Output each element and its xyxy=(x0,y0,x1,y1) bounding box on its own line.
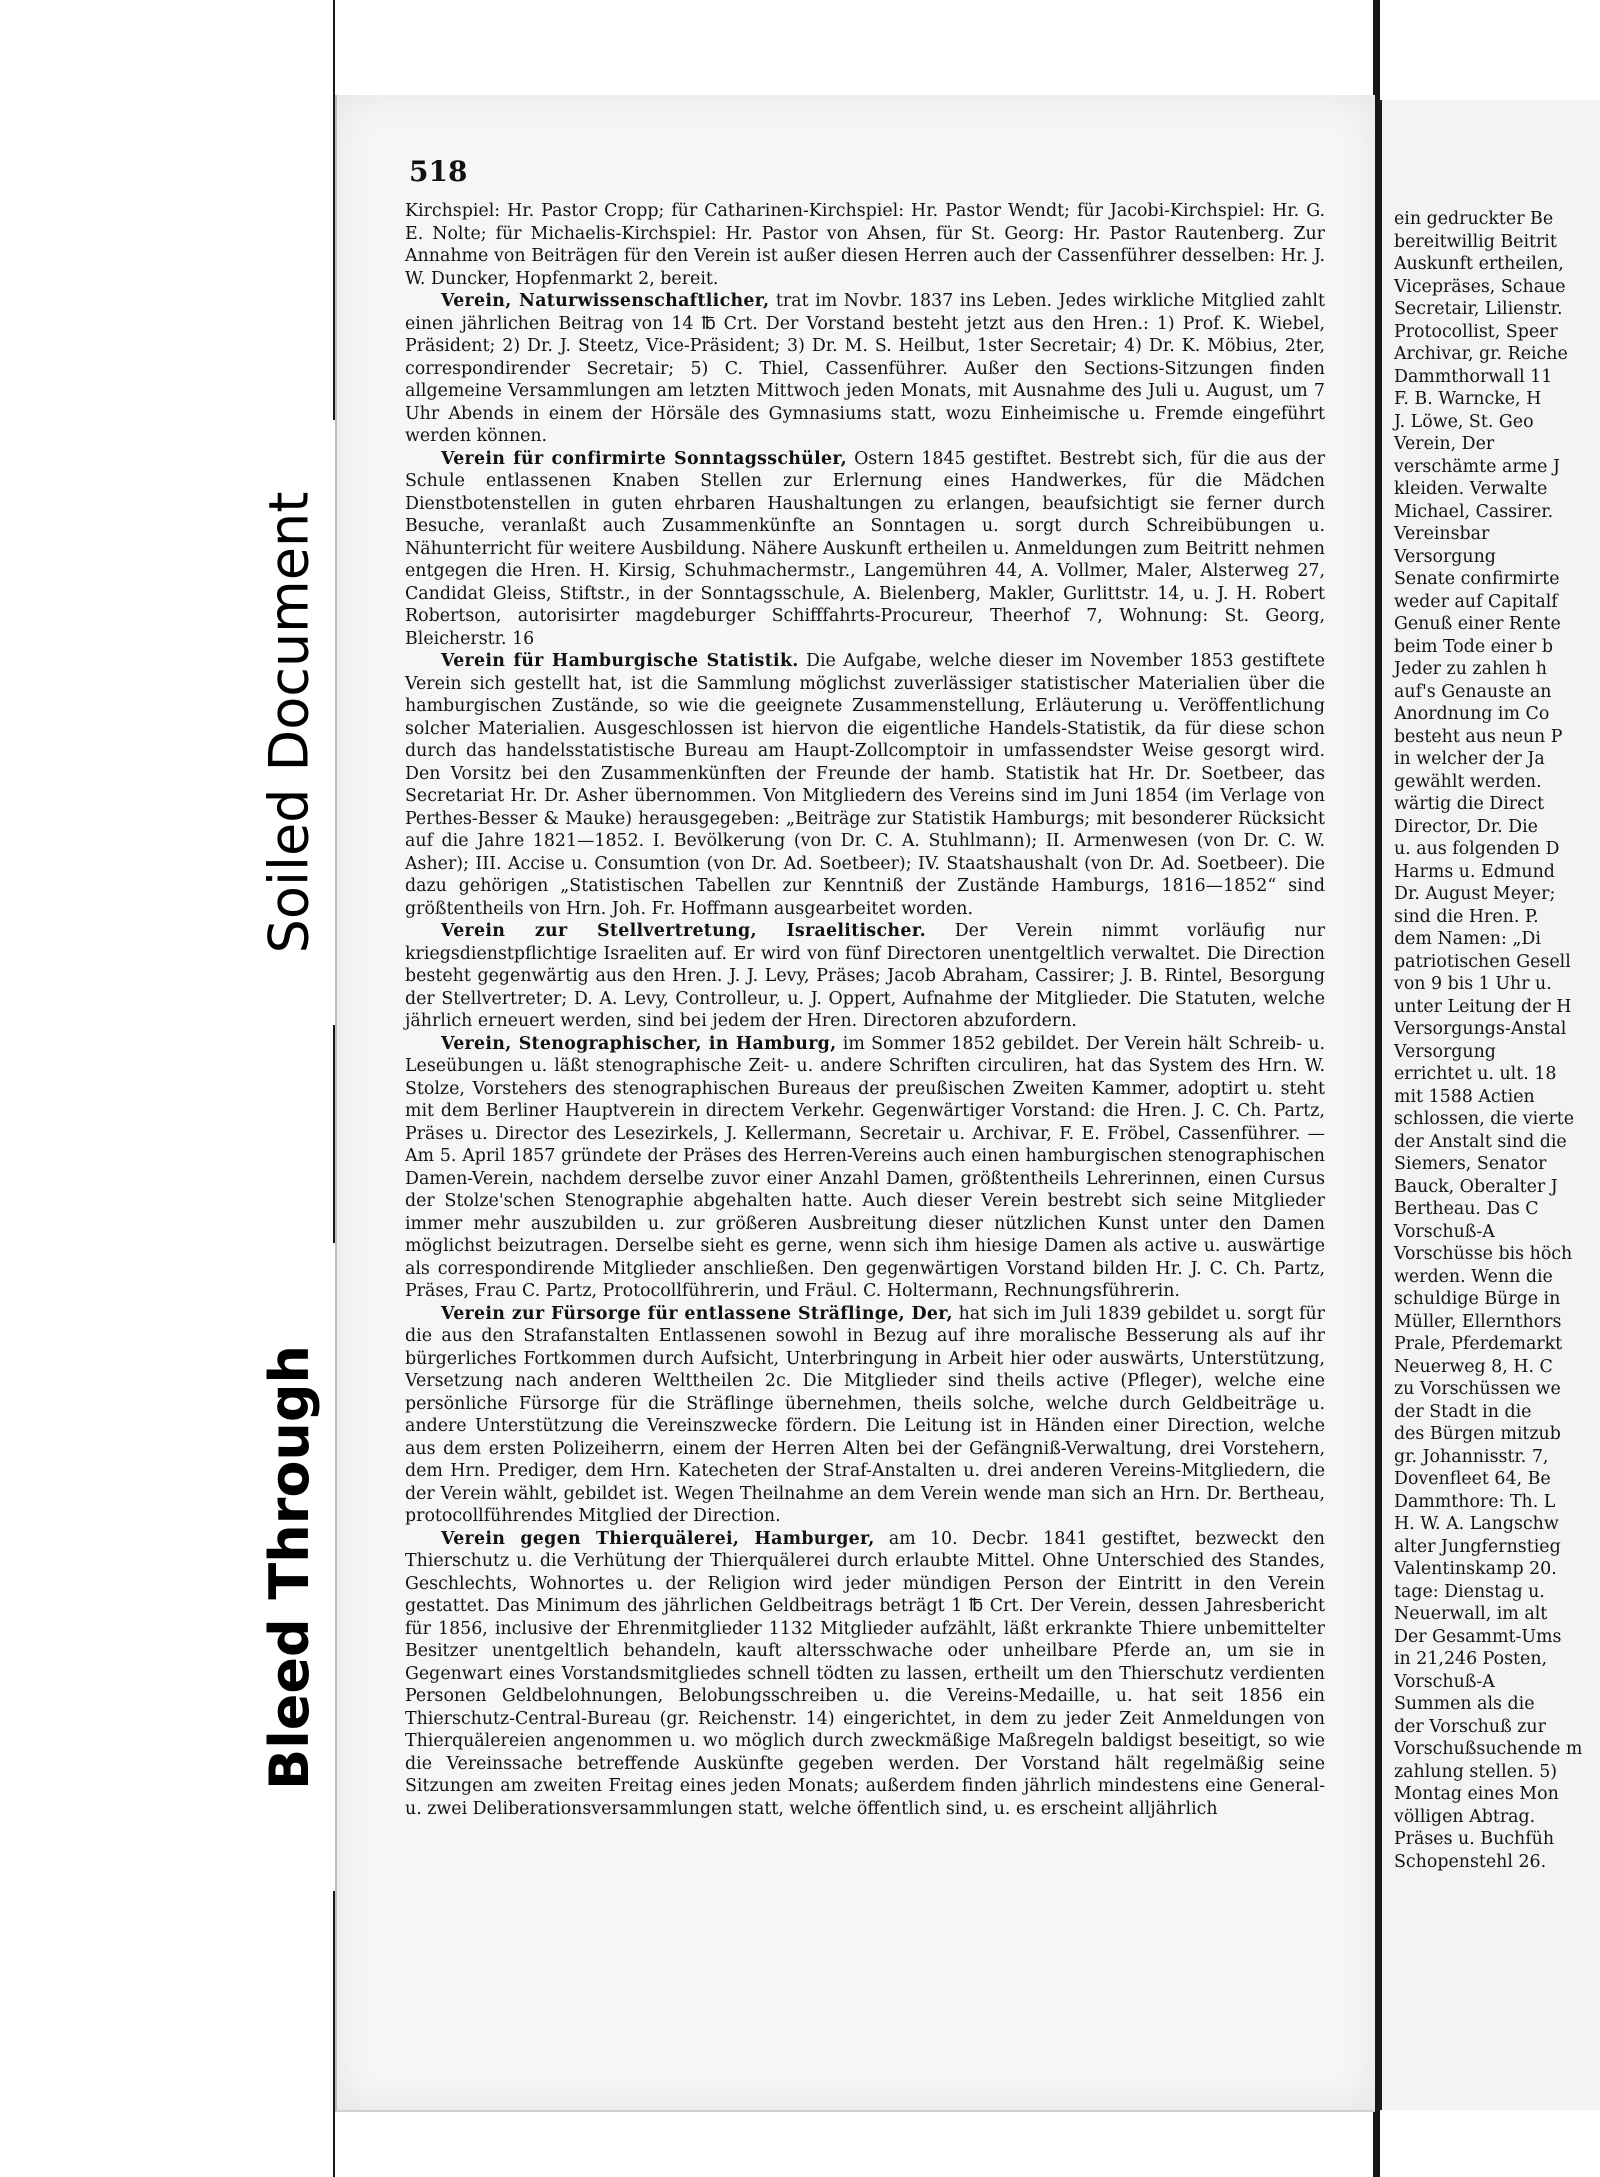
soiled-document-label-text: Soiled Document xyxy=(257,491,321,954)
right-page-line: bereitwillig Beitrit xyxy=(1394,231,1557,252)
right-page-line: u. aus folgenden D xyxy=(1394,839,1560,859)
bleed-through-label xyxy=(243,1243,335,1891)
left-page xyxy=(335,95,1375,2112)
right-page-line: Präses u. Buchfüh xyxy=(1394,1829,1555,1849)
right-page-text xyxy=(1394,208,1600,1873)
right-page-line: werden. Wenn die xyxy=(1394,1266,1553,1287)
right-page-line: auf's Genauste an xyxy=(1394,681,1552,702)
right-page-line: der Stadt in die xyxy=(1394,1401,1532,1422)
entry-heading: Verein zur Stellvertretung, Israelitischer. xyxy=(441,921,926,941)
right-page-line: zu Vorschüssen we xyxy=(1394,1379,1561,1399)
right-page-line: Neuerwall, im alt xyxy=(1394,1604,1548,1624)
right-page-line: Verein, Der xyxy=(1394,434,1495,454)
entry-text: Kirchspiel: Hr. Pastor Cropp; für Catharinen-Kirchspiel: Hr. Pastor Wendt; für Jacobi-Kirchspiel: Hr. G. E. Nolte; für Michaelis-Kirchspiel: Hr. Pastor von Ahsen, für St. Georg: Hr. Pastor Rautenberg. Zur Annahme von Beiträgen für den Verein ist außer diesen Herren auch der Cassenführer desselben: Hr. J. W. Duncker, Hopfenmarkt 2, bereit. xyxy=(405,201,1325,289)
right-page-line: beim Tode einer b xyxy=(1394,636,1553,657)
right-page-line: sind die Hren. P. xyxy=(1394,906,1539,927)
right-page-line: Summen als die xyxy=(1394,1694,1535,1714)
right-page-line: Director, Dr. Die xyxy=(1394,816,1538,837)
right-page-line: schlossen, die vierte xyxy=(1394,1109,1575,1129)
entry-heading: Verein für Hamburgische Statistik. xyxy=(441,651,799,671)
right-page-line: Protocollist, Speer xyxy=(1394,321,1558,342)
right-page-line: errichtet u. ult. 18 xyxy=(1394,1064,1557,1084)
right-page-line: Müller, Ellernthors xyxy=(1394,1311,1562,1332)
right-page-line: Schopenstehl 26. xyxy=(1394,1851,1547,1872)
right-page-line: Siemers, Senator xyxy=(1394,1154,1547,1174)
right-page-line: Jeder zu zahlen h xyxy=(1394,659,1547,679)
right-page-line: Bertheau. Das C xyxy=(1394,1199,1539,1219)
entry-text: hat sich im Juli 1839 gebildet u. sorgt für die aus den Strafanstalten Entlassenen sowohl in Bezug auf ihre moralische Besserung als auf ihr bürgerliches Fortkommen durch Aufsicht, Unterbringung in Arbeit hier oder auswärts, Unterstützung, Versetzung nach anderen Welttheilen 2c. Die Mitglieder sind theils active (Pfleger), welche eine persönliche Fürsorge für die Sträflinge übernehmen, theils solche, welche durch Geldbeiträge u. andere Unterstützung die Vereinszwecke fördern. Die Leitung ist in Händen einer Direction, welche aus dem ersten Polizeiherrn, einem der Herren Alten bei der Gefängniß-Verwaltung, drei Vorstehern, dem Hrn. Prediger, dem Hrn. Katecheten der Straf-Anstalten u. drei anderen Vereins-Mitgliedern, die der Verein wählt, gebildet ist. Wegen Theilnahme an dem Verein wende man sich an Hrn. Dr. Bertheau, protocollführendes Mitglied der Direction. xyxy=(405,1303,1325,1526)
entry-text: am 10. Decbr. 1841 gestiftet, bezweckt den Thierschutz u. die Verhütung der Thierquälerei durch erlaubte Mittel. Ohne Unterschied des Standes, Geschlechts, Wohnortes u. der Religion wird jeder mündigen Person der Eintritt in den Verein gestattet. Das Minimum des jährlichen Geldbeitrags beträgt 1 ℔ Crt. Der Verein, dessen Jahresbericht für 1856, inclusive der Ehrenmitglieder 1132 Mitglieder aufzählt, läßt erkrankte Thiere unbemittelter Besitzer unentgeltlich behandeln, kauft altersschwache oder unheilbare Pferde an, um sie in Gegenwart eines Vorstandsmitgliedes schnell tödten zu lassen, ertheilt um den Thierschutz verdienten Personen Geldbelohnungen, Belobungsschreiben u. die Vereins-Medaille, u. hat seit 1856 ein Thierschutz-Central-Bureau (gr. Reichenstr. 14) eingerichtet, in dem zu jeder Zeit Anmeldungen von Thierquälereien angenommen u. wo möglich durch zweckmäßige Maßregeln baldigst beseitigt, so wie die Vereinssache betreffende Auskünfte gegeben werden. Der Vorstand hält regelmäßig seine Sitzungen am zweiten Freitag eines jeden Monats; außerdem finden jährlich mindestens eine General- u. zwei Deliberationsversammlungen statt, welche öffentlich sind, u. es erscheint alljährlich xyxy=(405,1528,1325,1819)
right-page-line: Vicepräses, Schaue xyxy=(1394,276,1566,297)
right-page-line: Valentinskamp 20. xyxy=(1394,1559,1557,1579)
right-page-line: Archivar, gr. Reiche xyxy=(1394,344,1568,364)
right-page-line: Versorgung xyxy=(1394,1041,1496,1062)
entry-text: Die Aufgabe, welche dieser im November 1853 gestiftete Verein sich gestellt hat, ist die Sammlung möglichst zuverlässiger statistischer Materialien über die hamburgischen Zustände, so wie die geeignete Zusammenstellung, Erläuterung u. Veröffentlichung solcher Materialien. Ausgeschlossen ist hiervon die eigentliche Handels-Statistik, da für diese schon durch das handelsstatistische Bureau am Haupt-Zollcomptoir in umfassendster Weise gesorgt wird. Den Vorsitz bei den Zusammenkünften der Freunde der hamb. Statistik hat Hr. Dr. Soetbeer, das Secretariat Hr. Dr. Asher übernommen. Von Mitgliedern des Vereins sind im Juni 1854 (im Verlage von Perthes-Besser & Mauke) herausgegeben: „Beiträge zur Statistik Hamburgs; mit besonderer Rücksicht auf die Jahre 1821—1852. I. Bevölkerung (von Dr. C. A. Stuhlmann); II. Armenwesen (von Dr. C. W. Asher); III. Accise u. Consumtion (von Dr. Ad. Soetbeer); IV. Staatshaushalt (von Dr. Ad. Soetbeer). Die dazu gehörigen „Statistischen Tabellen zur Kenntniß der Zustände Hamburgs, 1816—1852“ sind größtentheils von Hrn. Joh. Fr. Hoffmann ausgearbeitet worden. xyxy=(405,651,1325,919)
entry-text: Ostern 1845 gestiftet. Bestrebt sich, für die aus der Schule entlassenen Knaben Stellen zur Erlernung eines Handwerkes, für die Mädchen Dienstbotenstellen in guten ehrbaren Haushaltungen zu erlangen, beaufsichtigt sie ferner durch Besuche, veranlaßt auch Zusammenkünfte an Sonntagen u. sorgt durch Schreibübungen u. Nähunterricht für weitere Ausbildung. Nähere Auskunft ertheilen u. Anmeldungen zum Beitritt nehmen entgegen die Hren. H. Kirsig, Schuhmachermstr., Langemühren 44, A. Vollmer, Maler, Alsterweg 27, Candidat Gleiss, Stiftstr., in der Sonntagsschule, A. Bielenberg, Makler, Gurlittstr. 14, u. J. H. Robert Robertson, autorisirter magdeburger Schifffahrts-Procureur, Theerhof 7, Wohnung: St. Georg, Bleicherstr. 16 xyxy=(405,448,1325,649)
entry-heading: Verein, Naturwissenschaftlicher, xyxy=(441,291,770,311)
right-page-line: gewählt werden. xyxy=(1394,771,1542,792)
right-page-line: Versorgung xyxy=(1394,546,1496,567)
right-page-line: Genuß einer Rente xyxy=(1394,614,1561,634)
right-page-line: Prale, Pferdemarkt xyxy=(1394,1334,1563,1354)
right-page-line: weder auf Capitalf xyxy=(1394,591,1558,612)
right-page-line: dem Namen: „Di xyxy=(1394,929,1541,949)
right-page-line: des Bürgen mitzub xyxy=(1394,1424,1561,1444)
page-number: 518 xyxy=(409,155,468,188)
right-page-line: Vorschuß-A xyxy=(1394,1221,1495,1242)
right-page-line: in 21,246 Posten, xyxy=(1394,1649,1548,1669)
right-page-line: zahlung stellen. 5) xyxy=(1394,1761,1558,1782)
right-page-line: in welcher der Ja xyxy=(1394,749,1545,769)
right-page-line: J. Löwe, St. Geo xyxy=(1394,411,1534,432)
right-page-line: mit 1588 Actien xyxy=(1394,1086,1535,1107)
right-page-line: Vereinsbar xyxy=(1394,524,1490,544)
right-page-line: ein gedruckter Be xyxy=(1394,209,1554,229)
entry-text: trat im Novbr. 1837 ins Leben. Jedes wirkliche Mitglied zahlt einen jährlichen Beitrag von 14 ℔ Crt. Der Vorstand besteht jetzt aus den Hren.: 1) Prof. K. Wiebel, Präsident; 2) Dr. J. Steetz, Vice-Präsident; 3) Dr. M. S. Heilbut, 1ster Secretair; 4) Dr. K. Möbius, 2ter, correspondirender Secretair; 5) C. Thiel, Cassenführer. Außer den Sections-Sitzungen finden allgemeine Versammlungen am letzten Mittwoch jeden Monats, mit Ausnahme des Juli u. August, um 7 Uhr Abends in einem der Hörsäle des Gymnasiums statt, wozu Einheimische u. Fremde eingeführt werden können. xyxy=(405,291,1325,446)
paragraph xyxy=(405,1303,1325,1528)
paragraph xyxy=(405,290,1325,448)
right-page-line: verschämte arme J xyxy=(1394,456,1560,477)
left-page-text xyxy=(405,200,1325,1820)
paragraph xyxy=(405,1033,1325,1303)
right-page-line: Dammthorwall 11 xyxy=(1394,366,1553,387)
right-page-line: gr. Johannisstr. 7, xyxy=(1394,1446,1549,1467)
right-page-line: Bauck, Oberalter J xyxy=(1394,1176,1558,1197)
right-page-line: Secretair, Lilienstr. xyxy=(1394,299,1563,319)
entry-heading: Verein, Stenographischer, in Hamburg, xyxy=(441,1033,837,1054)
right-page-line: Michael, Cassirer. xyxy=(1394,501,1554,522)
right-page-line: der Vorschuß zur xyxy=(1394,1716,1546,1737)
right-page-line: patriotischen Gesell xyxy=(1394,951,1571,972)
right-page-line: Der Gesammt-Ums xyxy=(1394,1626,1562,1647)
soiled-document-label xyxy=(243,420,335,1025)
right-page-line: alter Jungfernstieg xyxy=(1394,1536,1561,1557)
right-page-line: Dovenfleet 64, Be xyxy=(1394,1469,1551,1489)
right-page-line: F. B. Warncke, H xyxy=(1394,389,1542,409)
right-page-line: Dr. August Meyer; xyxy=(1394,884,1556,904)
right-page-line: wärtig die Direct xyxy=(1394,794,1545,814)
right-page-line: H. W. A. Langschw xyxy=(1394,1514,1559,1534)
right-page-line: Dammthore: Th. L xyxy=(1394,1491,1556,1512)
right-page-line: völligen Abtrag. xyxy=(1394,1806,1536,1827)
paragraph xyxy=(405,200,1325,290)
paragraph xyxy=(405,920,1325,1033)
right-page-line: Montag eines Mon xyxy=(1394,1784,1559,1804)
right-page xyxy=(1378,100,1600,2110)
bleed-through-label-text: Bleed Through xyxy=(257,1344,321,1790)
right-page-line: unter Leitung der H xyxy=(1394,996,1572,1017)
right-page-line: Vorschuß-A xyxy=(1394,1671,1495,1692)
right-page-line: kleiden. Verwalte xyxy=(1394,479,1548,499)
right-page-line: Vorschüsse bis höch xyxy=(1394,1244,1573,1264)
right-page-line: tage: Dienstag u. xyxy=(1394,1581,1545,1602)
right-page-line: Senate confirmirte xyxy=(1394,569,1560,589)
right-page-line: von 9 bis 1 Uhr u. xyxy=(1394,974,1552,994)
right-page-line: Vorschußsuchende m xyxy=(1394,1739,1583,1759)
entry-text: Der Verein nimmt vorläufig nur kriegsdienstpflichtige Israeliten auf. Er wird von fünf Directoren unentgeltlich verwaltet. Die Direction besteht gegenwärtig aus den Hren. J. J. Levy, Präses; Jacob Abraham, Cassirer; J. B. Rintel, Besorgung der Stellvertreter; D. A. Levy, Controlleur, u. J. Oppert, Aufnahme der Mitglieder. Die Statuten, welche jährlich erneuert werden, sind bei jedem der Hren. Directoren abzufordern. xyxy=(405,921,1325,1031)
right-page-line: Versorgungs-Anstal xyxy=(1394,1019,1567,1039)
right-page-line: Neuerweg 8, H. C xyxy=(1394,1356,1553,1377)
paragraph xyxy=(405,448,1325,651)
right-page-line: Auskunft ertheilen, xyxy=(1394,254,1564,274)
right-page-line: schuldige Bürge in xyxy=(1394,1289,1561,1309)
entry-heading: Verein für confirmirte Sonntagsschüler, xyxy=(441,448,847,469)
right-page-line: Harms u. Edmund xyxy=(1394,861,1555,882)
right-page-line: besteht aus neun P xyxy=(1394,726,1563,747)
entry-heading: Verein gegen Thierquälerei, Hamburger, xyxy=(441,1528,875,1549)
paragraph xyxy=(405,1528,1325,1821)
paragraph xyxy=(405,650,1325,920)
entry-text: im Sommer 1852 gebildet. Der Verein hält Schreib- u. Leseübungen u. läßt stenographische Zeit- u. andere Schriften circuliren, hat das System des Hrn. W. Stolze, Vorstehers des stenographischen Bureaus der preußischen Zweiten Kammer, adoptirt u. steht mit dem Berliner Hauptverein in directem Verkehr. Gegenwärtiger Vorstand: die Hren. J. C. Ch. Partz, Präses u. Director des Lesezirkels, J. Kellermann, Secretair u. Archivar, F. E. Fröbel, Cassenführer. — Am 5. April 1857 gründete der Präses des Herren-Vereins auch einen hamburgischen stenographischen Damen-Verein, nachdem derselbe zuvor einer Anzahl Damen, größtentheils Lehrerinnen, einen Cursus der Stolze'schen Stenographie abgehalten hatte. Auch dieser Verein bestrebt sich seine Mitglieder immer mehr auszubilden u. zur größeren Ausbreitung dieser nützlichen Kunst unter den Damen möglichst beizutragen. Derselbe sieht es gerne, wenn sich ihm hiesige Damen als active u. auswärtige als correspondirende Mitglieder anschließen. Den gegenwärtigen Vorstand bilden Hr. J. C. Ch. Partz, Präses, Frau C. Partz, Protocollführerin, und Fräul. C. Holtermann, Rechnungsführerin. xyxy=(405,1033,1325,1301)
right-page-line: der Anstalt sind die xyxy=(1394,1131,1567,1152)
entry-heading: Verein zur Fürsorge für entlassene Sträflinge, Der, xyxy=(441,1303,953,1324)
right-page-line: Anordnung im Co xyxy=(1394,704,1550,724)
